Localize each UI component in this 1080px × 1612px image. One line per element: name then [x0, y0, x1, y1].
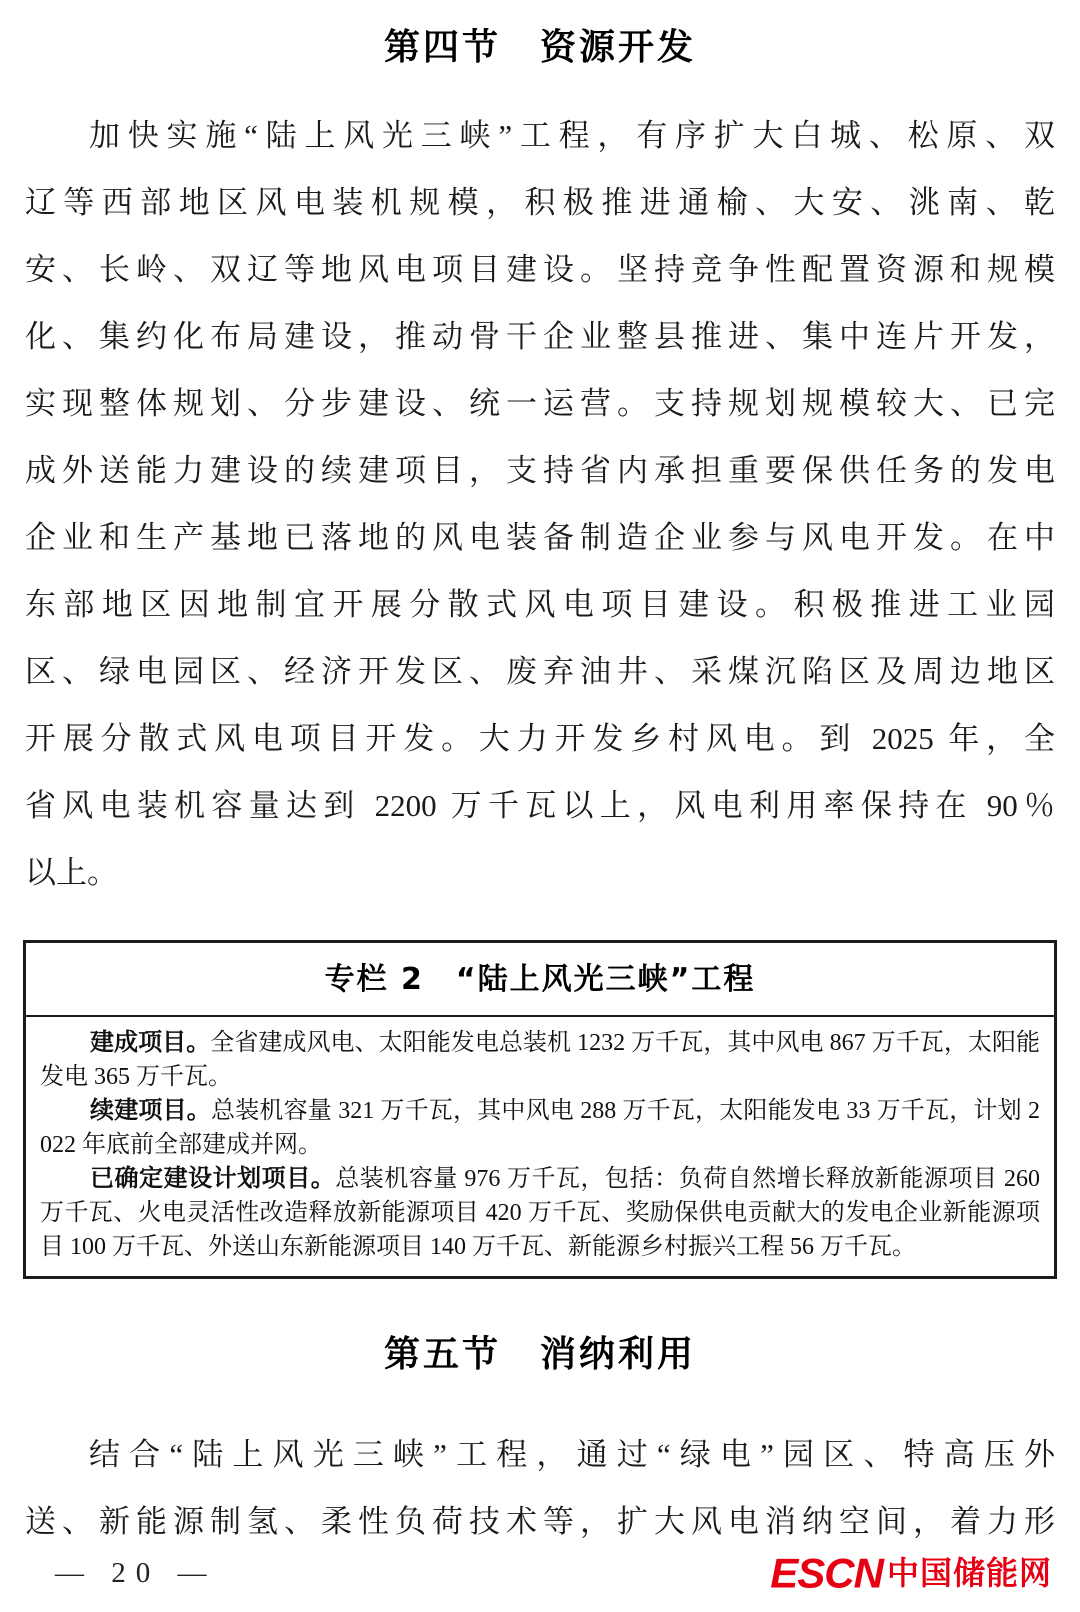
paragraph-line: 开展分散式风电项目开发。大力开发乡村风电。到 2025 年，全 [25, 721, 1055, 756]
column-box-title: 专栏 2 “陆上风光三峡”工程 [26, 943, 1054, 1017]
column-box-body [26, 1017, 1054, 1276]
escn-logo-latin: ESCN [770, 1549, 883, 1596]
paragraph-line: 加快实施“陆上风光三峡”工程，有序扩大白城、松原、双 [89, 118, 1055, 153]
section4-paragraph [25, 102, 1055, 906]
box-item-continuing-projects [40, 1094, 1040, 1162]
paragraph-line: 省风电装机容量达到 2200 万千瓦以上，风电利用率保持在 90％ [25, 788, 1055, 823]
paragraph-line: 安、长岭、双辽等地风电项目建设。坚持竞争性配置资源和规模 [25, 252, 1055, 287]
paragraph-line: 东部地区因地制宜开展分散式风电项目建设。积极推进工业园 [25, 587, 1055, 622]
paragraph-line: 成外送能力建设的续建项目，支持省内承担重要保供任务的发电 [25, 453, 1055, 488]
column-2-box [23, 940, 1057, 1279]
paragraph-line: 实现整体规划、分步建设、统一运营。支持规划规模较大、已完 [25, 386, 1055, 421]
section4-heading: 第四节 资源开发 [383, 27, 696, 68]
box-item-lead: 已确定建设计划项目。 [90, 1166, 336, 1192]
box-item-planned-projects [40, 1162, 1040, 1264]
escn-logo [770, 1549, 1052, 1596]
box-item-lead: 建成项目。 [90, 1030, 211, 1056]
paragraph-line: 辽等西部地区风电装机规模，积极推进通榆、大安、洮南、乾 [25, 185, 1055, 220]
box-item-text: 总装机容量 976 万千瓦，包括：负荷自然增长释放新能源项目 260 万千瓦、火电灵活性改造释放新能源项目 420 万千瓦、奖励保供电贡献大的发电企业新能源项目 100 万千瓦、外送山东新能源项目 140 万千瓦、新能源乡村振兴工程 56 万千瓦。 [40, 1166, 1041, 1260]
box-item-text: 总装机容量 321 万千瓦，其中风电 288 万千瓦，太阳能发电 33 万千瓦，计划 2022 年底前全部建成并网。 [40, 1098, 1040, 1158]
paragraph-line: 化、集约化布局建设，推动骨干企业整县推进、集中连片开发， [25, 319, 1055, 354]
paragraph-line: 以上。 [25, 855, 118, 890]
box-item-built-projects [40, 1026, 1040, 1094]
section5-paragraph [25, 1421, 1055, 1555]
page-number: — 20 — [55, 1557, 217, 1589]
paragraph-line: 企业和生产基地已落地的风电装备制造企业参与风电开发。在中 [25, 520, 1055, 555]
box-item-lead: 续建项目。 [90, 1098, 211, 1124]
section5-heading: 第五节 消纳利用 [383, 1334, 696, 1375]
paragraph-line: 结合“陆上风光三峡”工程，通过“绿电”园区、特高压外 [89, 1437, 1055, 1472]
escn-logo-chinese: 中国储能网 [886, 1554, 1052, 1592]
paragraph-line: 区、绿电园区、经济开发区、废弃油井、采煤沉陷区及周边地区 [25, 654, 1055, 689]
box-item-text: 全省建成风电、太阳能发电总装机 1232 万千瓦，其中风电 867 万千瓦，太阳能发电 365 万千瓦。 [40, 1030, 1041, 1090]
paragraph-line: 送、新能源制氢、柔性负荷技术等，扩大风电消纳空间，着力形 [25, 1504, 1055, 1539]
